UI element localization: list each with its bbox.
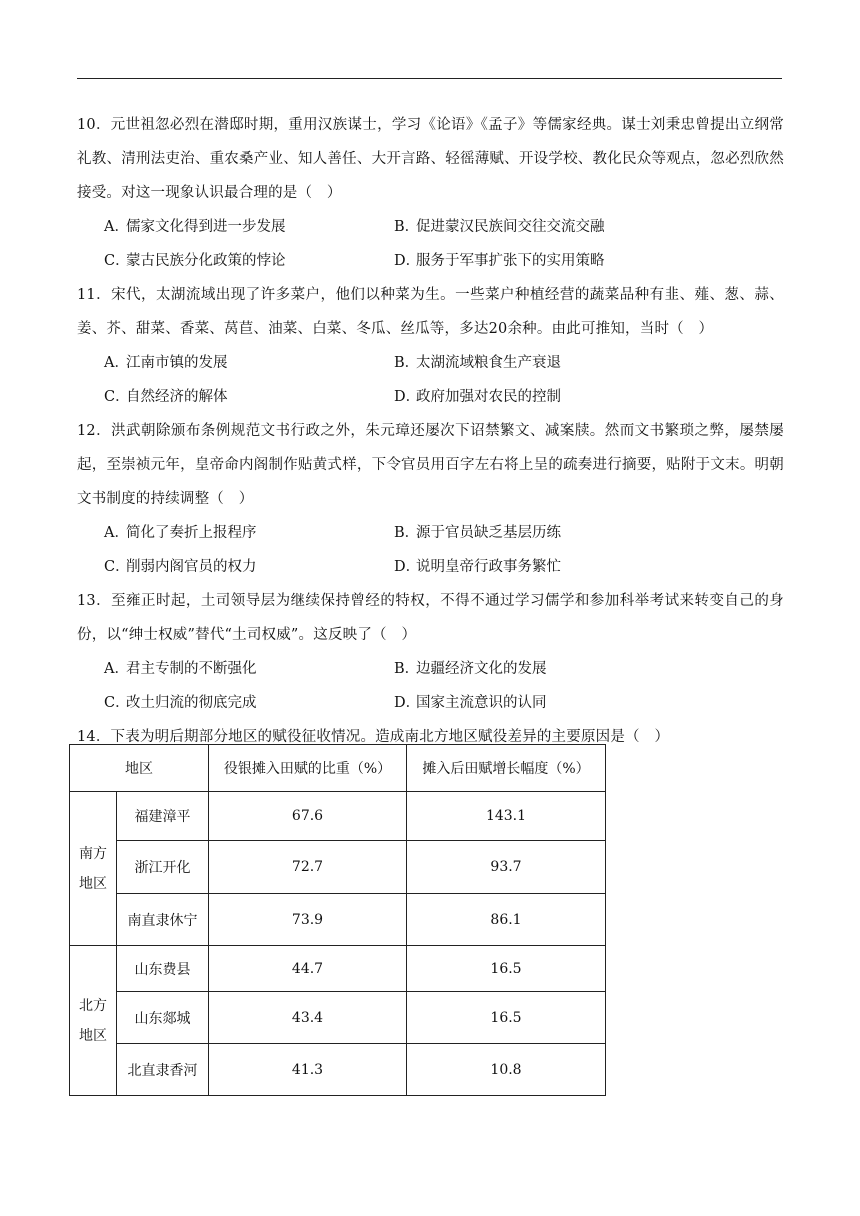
option-a[interactable] — [104, 516, 394, 550]
option-b[interactable] — [394, 652, 724, 686]
option-text: 说明皇帝行政事务繁忙 — [416, 559, 561, 575]
growth-cell: 16.5 — [407, 992, 606, 1044]
table-row — [70, 894, 606, 946]
table-row — [70, 841, 606, 894]
option-text: 源于官员缺乏基层历练 — [416, 525, 561, 541]
region-group-line: 北方 — [79, 997, 107, 1014]
option-c[interactable] — [104, 244, 394, 278]
option-letter: D． — [394, 559, 421, 575]
question-stem: 14．下表为明后期部分地区的赋役征收情况。造成南北方地区赋役差异的主要原因是（ ） — [77, 729, 670, 745]
option-text: 蒙古民族分化政策的悖论 — [126, 253, 286, 269]
growth-cell: 10.8 — [407, 1044, 606, 1096]
option-letter: B． — [394, 525, 420, 541]
option-c[interactable] — [104, 686, 394, 720]
place-cell: 南直隶休宁 — [117, 894, 209, 946]
growth-cell: 143.1 — [407, 792, 606, 841]
option-a[interactable] — [104, 346, 394, 380]
question-stem: 13．至雍正时起，土司领导层为继续保持曾经的特权，不得不通过学习儒学和参加科举考试来转变自己的身份，以“绅士权威”替代“土司权威”。这反映了（ ） — [77, 593, 784, 643]
question-13 — [77, 584, 784, 720]
ratio-cell: 44.7 — [209, 946, 407, 992]
ratio-cell: 43.4 — [209, 992, 407, 1044]
place-cell: 山东郯城 — [117, 992, 209, 1044]
option-text: 促进蒙汉民族间交往交流交融 — [416, 219, 605, 235]
option-grid — [77, 346, 784, 414]
question-stem: 10．元世祖忽必烈在潜邸时期，重用汉族谋士，学习《论语》《孟子》等儒家经典。谋士刘秉忠曾提出立纲常礼教、清刑法吏治、重农桑产业、知人善任、大开言路、轻徭薄赋、开设学校、教化民众等观点，忽必烈欣然接受。对这一现象认识最合理的是（ ） — [77, 117, 784, 201]
option-letter: C． — [104, 389, 130, 405]
option-letter: B． — [394, 219, 420, 235]
option-grid — [77, 652, 784, 720]
question-11 — [77, 278, 784, 414]
option-c[interactable] — [104, 550, 394, 584]
region-group-line: 南方 — [79, 845, 107, 862]
table-row — [70, 792, 606, 841]
option-a[interactable] — [104, 210, 394, 244]
tax-table — [69, 744, 606, 1096]
ratio-cell: 72.7 — [209, 841, 407, 894]
option-text: 江南市镇的发展 — [126, 355, 228, 371]
table-row — [70, 946, 606, 992]
header-rule — [77, 78, 782, 79]
region-group-line: 地区 — [79, 1027, 107, 1044]
option-letter: C． — [104, 695, 130, 711]
option-letter: B． — [394, 661, 420, 677]
option-d[interactable] — [394, 550, 724, 584]
option-letter: C． — [104, 559, 130, 575]
option-text: 儒家文化得到进一步发展 — [126, 219, 286, 235]
option-letter: A． — [104, 219, 129, 235]
option-letter: D． — [394, 695, 421, 711]
option-d[interactable] — [394, 380, 724, 414]
option-text: 君主专制的不断强化 — [126, 661, 257, 677]
growth-cell: 93.7 — [407, 841, 606, 894]
option-letter: A． — [104, 525, 129, 541]
option-a[interactable] — [104, 652, 394, 686]
question-list — [77, 108, 784, 754]
option-b[interactable] — [394, 346, 724, 380]
region-group-south — [70, 792, 117, 946]
question-10 — [77, 108, 784, 278]
option-letter: A． — [104, 355, 129, 371]
option-d[interactable] — [394, 244, 724, 278]
option-text: 自然经济的解体 — [126, 389, 228, 405]
option-text: 改土归流的彻底完成 — [126, 695, 257, 711]
option-text: 国家主流意识的认同 — [416, 695, 547, 711]
option-grid — [77, 516, 784, 584]
growth-cell: 16.5 — [407, 946, 606, 992]
option-text: 削弱内阁官员的权力 — [126, 559, 257, 575]
option-letter: B． — [394, 355, 420, 371]
table-header-row — [70, 745, 606, 792]
option-b[interactable] — [394, 516, 724, 550]
ratio-cell: 73.9 — [209, 894, 407, 946]
growth-cell: 86.1 — [407, 894, 606, 946]
option-text: 太湖流域粮食生产衰退 — [416, 355, 561, 371]
place-cell: 山东费县 — [117, 946, 209, 992]
question-stem: 11．宋代，太湖流域出现了许多菜户，他们以种菜为生。一些菜户种植经营的蔬菜品种有韭、薤、葱、蒜、姜、芥、甜菜、香菜、莴苣、油菜、白菜、冬瓜、丝瓜等，多达20余种。由此可推知，当时（ ） — [77, 287, 784, 337]
option-text: 简化了奏折上报程序 — [126, 525, 257, 541]
place-cell: 浙江开化 — [117, 841, 209, 894]
region-group-line: 地区 — [79, 875, 107, 892]
option-letter: C． — [104, 253, 130, 269]
ratio-cell: 67.6 — [209, 792, 407, 841]
place-cell: 北直隶香河 — [117, 1044, 209, 1096]
option-text: 服务于军事扩张下的实用策略 — [416, 253, 605, 269]
place-cell: 福建漳平 — [117, 792, 209, 841]
option-text: 边疆经济文化的发展 — [416, 661, 547, 677]
option-grid — [77, 210, 784, 278]
region-group-north — [70, 946, 117, 1096]
option-letter: A． — [104, 661, 129, 677]
option-letter: D． — [394, 253, 421, 269]
header-ratio: 役银摊入田赋的比重（%） — [209, 745, 407, 792]
option-text: 政府加强对农民的控制 — [416, 389, 561, 405]
option-c[interactable] — [104, 380, 394, 414]
table-row — [70, 1044, 606, 1096]
ratio-cell: 41.3 — [209, 1044, 407, 1096]
question-stem: 12．洪武朝除颁布条例规范文书行政之外，朱元璋还屡次下诏禁繁文、减案牍。然而文书繁琐之弊，屡禁屡起，至崇祯元年，皇帝命内阁制作贴黄式样，下令官员用百字左右将上呈的疏奏进行摘要，贴附于文末。明朝文书制度的持续调整（ ） — [77, 423, 784, 507]
option-d[interactable] — [394, 686, 724, 720]
table-row — [70, 992, 606, 1044]
question-12 — [77, 414, 784, 584]
header-growth: 摊入后田赋增长幅度（%） — [407, 745, 606, 792]
header-region: 地区 — [70, 745, 209, 792]
option-b[interactable] — [394, 210, 724, 244]
option-letter: D． — [394, 389, 421, 405]
